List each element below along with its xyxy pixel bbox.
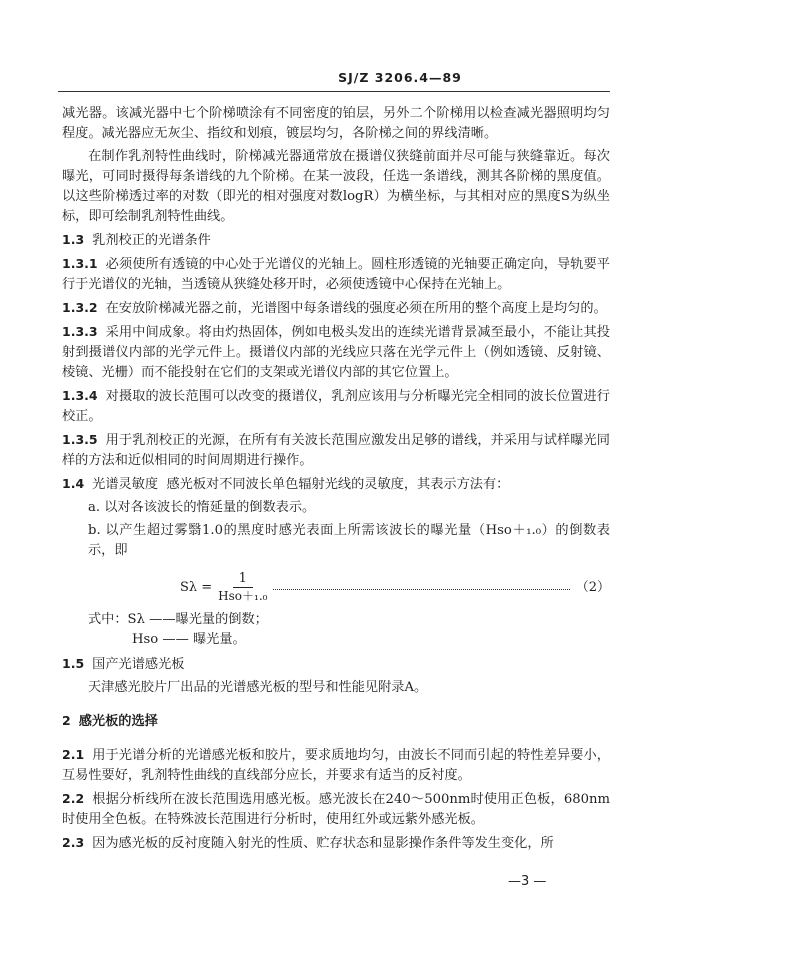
clause-text: 必须使所有透镜的中心处于光谱仪的光轴上。圆柱形透镜的光轴要正确定向，导轨要平行于光谱仪的光轴，当透镜从狭缝处移开时，必须使透镜中心保持在光轴上。 [62,257,610,292]
clause-2-1 [62,745,610,786]
clause-text: 在安放阶梯减光器之前，光谱图中每条谱线的强度必须在所用的整个高度上是均匀的。 [105,301,607,316]
clause-text: 采用中间成象。将由灼热固体，例如电极头发出的连续光谱背景减至最小，不能让其投射到摄谱仪内部的光学元件上。摄谱仪内部的光线应只落在光学元件上（例如透镜、反射镜、棱镜、光栅）而不能投射在它们的支架或光谱仪内部的其它位置上。 [62,325,610,380]
formula-2 [180,571,610,604]
clause-text: 对摄取的波长范围可以改变的摄谱仪，乳剂应该用与分析曝光完全相同的波长位置进行校正。 [62,389,610,424]
clause-number: 2.3 [62,835,85,850]
clause-2-3 [62,833,610,854]
where-line-2: Hso —— 曝光量。 [132,632,246,647]
clause-number: 1.3.2 [62,300,98,315]
section-text: 感光板对不同波长单色辐射光线的灵敏度，其表示方法有： [166,477,510,492]
paragraph-p2: 在制作乳剂特性曲线时，阶梯减光器通常放在摄谱仪狭缝前面并尽可能与狭缝靠近。每次曝光，可同时摄得每条谱线的九个阶梯。在某一波段，任选一条谱线，测其各阶梯的黑度值。以这些阶梯透过率的对数（即光的相对强度对数logR）为横坐标，与其相对应的黑度S为纵坐标，即可绘制乳剂特性曲线。 [62,149,610,224]
section-number: 1.3 [62,232,85,247]
section-1-5-heading [62,654,610,675]
formula-number: （2） [575,579,610,595]
clause-text: 用于乳剂校正的光源，在所有有关波长范围应激发出足够的谱线，并采用与试样曝光同样的方法和近似相同的时间周期进行操作。 [62,433,610,468]
section-1-5-text: 天津感光胶片厂出品的光谱感光板的型号和性能见附录A。 [88,680,428,695]
clause-number: 1.3.3 [62,324,98,339]
paragraph-p1: 减光器。该减光器中七个阶梯喷涂有不同密度的铂层，另外二个阶梯用以检查减光器照明均匀程度。减光器应无灰尘、指纹和划痕，镀层均匀，各阶梯之间的界线清晰。 [62,106,610,141]
clause-number: 1.3.5 [62,432,98,447]
clause-number: 2.1 [62,747,85,762]
clause-number: 1.3.1 [62,256,98,271]
section-1-3-heading [62,230,610,251]
clause-2-2 [62,789,610,830]
page-number: —3 — [508,874,547,889]
header-rule [58,91,610,92]
section-title: 乳剂校正的光谱条件 [92,233,211,248]
clause-1-3-1 [62,254,610,295]
chapter-title: 感光板的选择 [78,714,158,729]
formula-denominator: Hso＋₁.₀ [218,589,268,603]
section-title: 国产光谱感光板 [92,657,185,672]
formula-fraction [218,571,267,604]
clause-1-3-2 [62,298,610,319]
formula-leader-dots [273,589,569,590]
standard-code-header: SJ/Z 3206.4—89 [338,70,462,85]
chapter-2-heading [62,711,610,732]
page-content [62,104,610,857]
chapter-number: 2 [62,713,71,728]
clause-text: 用于光谱分析的光谱感光板和胶片，要求质地均匀，由波长不同而引起的特性差异要小，互易性要好，乳剂特性曲线的直线部分应长，并要求有适当的反衬度。 [62,748,610,783]
formula-numerator: 1 [233,571,253,588]
section-title: 光谱灵敏度 [92,477,159,492]
clause-1-3-4 [62,386,610,427]
where-line-1: 式中：Sλ ——曝光量的倒数； [88,612,268,627]
section-1-4 [62,474,610,495]
clause-text: 因为感光板的反衬度随入射光的性质、贮存状态和显影操作条件等发生变化，所 [92,836,554,851]
item-b: b. 以产生超过雾翳1.0的黑度时感光表面上所需该波长的曝光量（Hso＋₁.₀）的倒数表示，即 [88,523,610,558]
formula-lhs: Sλ = [180,579,213,595]
clause-1-3-3 [62,322,610,383]
clause-number: 2.2 [62,791,85,806]
item-a: a. 以对各该波长的惰延量的倒数表示。 [88,500,316,515]
clause-number: 1.3.4 [62,388,98,403]
clause-1-3-5 [62,430,610,471]
section-number: 1.5 [62,656,85,671]
clause-text: 根据分析线所在波长范围选用感光板。感光波长在240～500nm时使用正色板，680nm时使用全色板。在特殊波长范围进行分析时，使用红外或远紫外感光板。 [62,792,610,827]
section-number: 1.4 [62,476,85,491]
